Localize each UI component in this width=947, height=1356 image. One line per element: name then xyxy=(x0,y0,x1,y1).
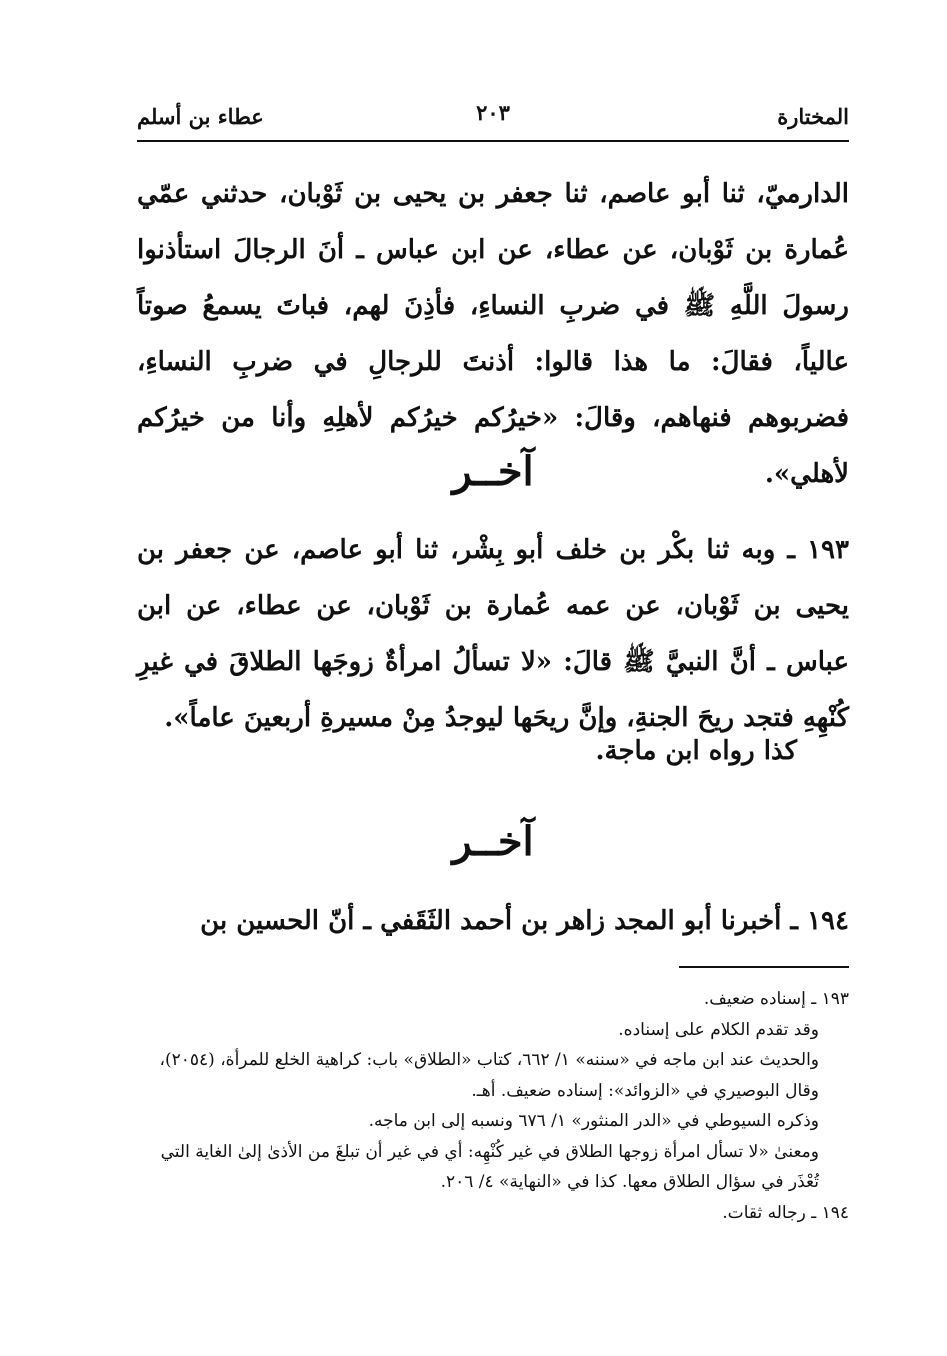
running-header xyxy=(137,100,849,136)
page-number: ٢٠٣ xyxy=(476,100,510,125)
footnote-line: وقد تقدم الكلام على إسناده. xyxy=(618,1019,819,1040)
hadith-193: ١٩٣ ـ وبه ثنا بكْر بن خلف أبو بِشْر، ثنا أبو عاصم، عن جعفر بن يحيى بن ثَوْبان، عن عمه عُمارة بن ثَوْبان، عن عطاء، عن ابن عباس ـ أنَّ النبيَّ ﷺ قالَ: «لا تسألُ امرأةٌ زوجَها الطلاقَ في غيرِ كُنْهِهِ فتجد ريحَ الجنةِ، وإنَّ ريحَها ليوجدُ مِنْ مسيرةِ أربعينَ عاماً». xyxy=(137,535,849,733)
section-separator: آخــر xyxy=(452,818,534,865)
hadith-194: ١٩٤ ـ أخبرنا أبو المجد زاهر بن أحمد الثَقَفي ـ أنّ الحسين بن xyxy=(200,906,849,936)
hadith-193-note: كذا رواه ابن ماجة. xyxy=(595,736,797,766)
header-rule xyxy=(137,140,849,142)
footnotes xyxy=(137,984,849,1228)
footnote-194: ١٩٤ ـ رجاله ثقات. xyxy=(722,1202,849,1223)
paragraph-continuation: الدارميّ، ثنا أبو عاصم، ثنا جعفر بن يحيى بن ثَوْبان، حدثني عمّي عُمارة بن ثَوْبان، عن عطاء، عن ابن عباس ـ أنَ الرجالَ استأذنوا رسولَ اللَّهِ ﷺ في ضربِ النساءِ، فأذِنَ لهم، فباتَ يسمعُ صوتاً عالياً، فقالَ: ما هذا قالوا: أذنتَ للرجالِ في ضربِ النساءِ، فضربوهم فنهاهم، وقالَ: «خيرُكم خيرُكم لأهلِهِ وأنا من خيرُكم لأهلي». xyxy=(137,179,849,489)
chapter-title: عطاء بن أسلم xyxy=(137,104,264,129)
footnote-line: وذكره السيوطي في «الدر المنثور» ١/ ٦٧٦ ونسبه إلى ابن ماجه. xyxy=(368,1111,819,1131)
footnote-line: والحديث عند ابن ماجه في «سننه» ١/ ٦٦٢، كتاب «الطلاق» باب: كراهية الخلع للمرأة، (٢٠٥٤)، وقال البوصيري في «الزوائد»: إسناده ضعيف. أهـ. xyxy=(159,1050,819,1101)
footnote-line: ومعنىٰ «لا تسأل امرأة زوجها الطلاق في غير كُنْهِه: أي في غير أن تبلغَ من الأذىٰ إلىٰ الغاية التي تُعْذَر في سؤال الطلاق معها. كذا في «النهاية» ٤/ ٢٠٦. xyxy=(160,1141,819,1192)
footnote-193: ١٩٣ ـ إسناده ضعيف. xyxy=(703,989,849,1009)
book-title: المختارة xyxy=(777,104,849,129)
footnote-rule xyxy=(679,966,849,968)
section-separator: آخــر xyxy=(452,448,534,495)
